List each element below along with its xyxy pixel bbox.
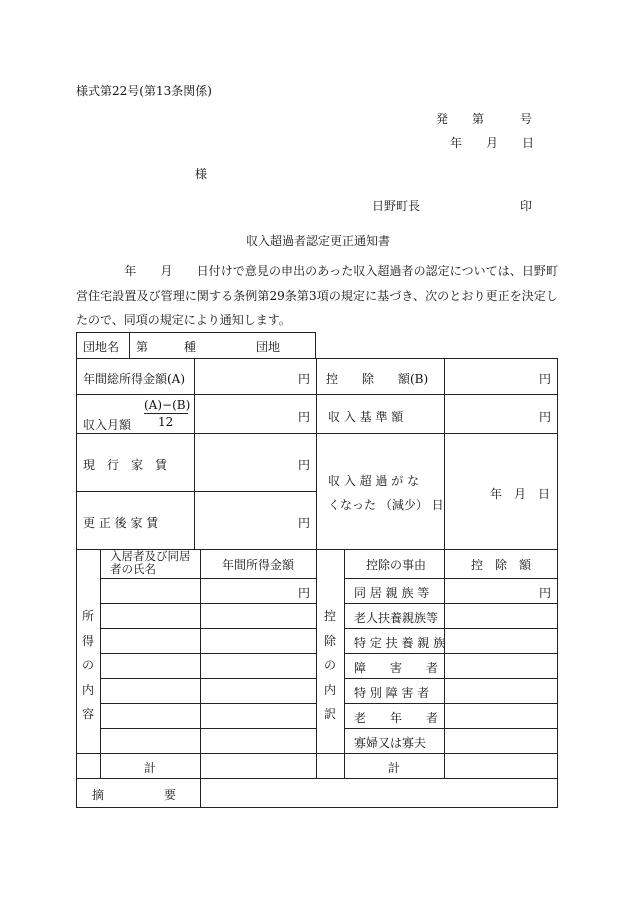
monthly-income-label: 収入月額	[83, 418, 132, 432]
excess-gone-label-line1: 収 入 超 過 が な	[328, 474, 420, 488]
deduction-amount-header: 控 除 額	[471, 558, 532, 572]
formula-denominator: 12	[158, 415, 174, 429]
yen-unit: 円	[298, 516, 311, 530]
addressee: 様	[195, 167, 208, 181]
yen-unit: 円	[298, 586, 311, 600]
income-total-label: 計	[144, 761, 157, 775]
income-section-label: 所得の内容	[81, 609, 94, 721]
reason-item: 障 害 者	[354, 661, 439, 675]
danchi-label: 団地名	[83, 340, 120, 354]
yen-unit: 円	[298, 372, 311, 386]
annual-amount-header: 年間所得金額	[222, 558, 295, 572]
yen-unit: 円	[539, 410, 552, 424]
yen-unit: 円	[298, 458, 311, 472]
date-ymd: 年 月 日	[490, 487, 551, 501]
reason-item: 同 居 親 族 等	[354, 586, 430, 600]
document-date: 年 月 日	[450, 136, 535, 150]
yen-unit: 円	[298, 410, 311, 424]
excess-gone-label-line2: くなった （減少） 日	[328, 498, 444, 512]
reason-item: 寡婦又は寡夫	[354, 736, 427, 750]
body-paragraph: 年 月 日付けで意見の申出のあった収入超過者の認定については、日野町営住宅設置及び管理に関する条例第29条第3項の規定に基づき、次のとおり更正を決定したので、同項の規定により通知します。	[76, 264, 558, 327]
form-number: 様式第22号(第13条関係)	[76, 84, 212, 98]
annual-income-label: 年間総所得金額(A)	[83, 372, 186, 386]
corrected-rent-label: 更 正 後 家 賃	[83, 516, 159, 530]
form-table	[76, 332, 558, 808]
seal-mark: 印	[520, 199, 533, 213]
reason-item: 老人扶養親族等	[354, 611, 439, 625]
formula-numerator: (A)−(B)	[144, 398, 191, 412]
deduction-reason-header: 控除の事由	[366, 558, 427, 572]
income-standard-label: 収 入 基 準 額	[328, 410, 404, 424]
reason-item: 特 定 扶 養 親 族	[354, 636, 446, 650]
document-number: 発 第 号	[436, 112, 533, 126]
current-rent-label: 現 行 家 賃	[83, 458, 168, 472]
document-title: 収入超過者認定更正通知書	[246, 234, 391, 248]
remarks-label: 摘 要	[92, 788, 177, 802]
resident-name-header-line2: 者の氏名	[110, 562, 156, 576]
issuer-name: 日野町長	[372, 199, 421, 213]
deduction-total-label: 計	[388, 761, 401, 775]
reason-item: 特 別 障 害 者	[354, 686, 430, 700]
yen-unit: 円	[539, 586, 552, 600]
resident-name-header-line1: 入居者及び同居	[110, 549, 191, 563]
deduction-label: 控 除 額(B)	[326, 372, 429, 386]
danchi-value: 第 種 団地	[136, 340, 281, 354]
deduction-section-label: 控除の内訳	[323, 609, 336, 721]
yen-unit: 円	[539, 372, 552, 386]
reason-item: 老 年 者	[354, 711, 439, 725]
